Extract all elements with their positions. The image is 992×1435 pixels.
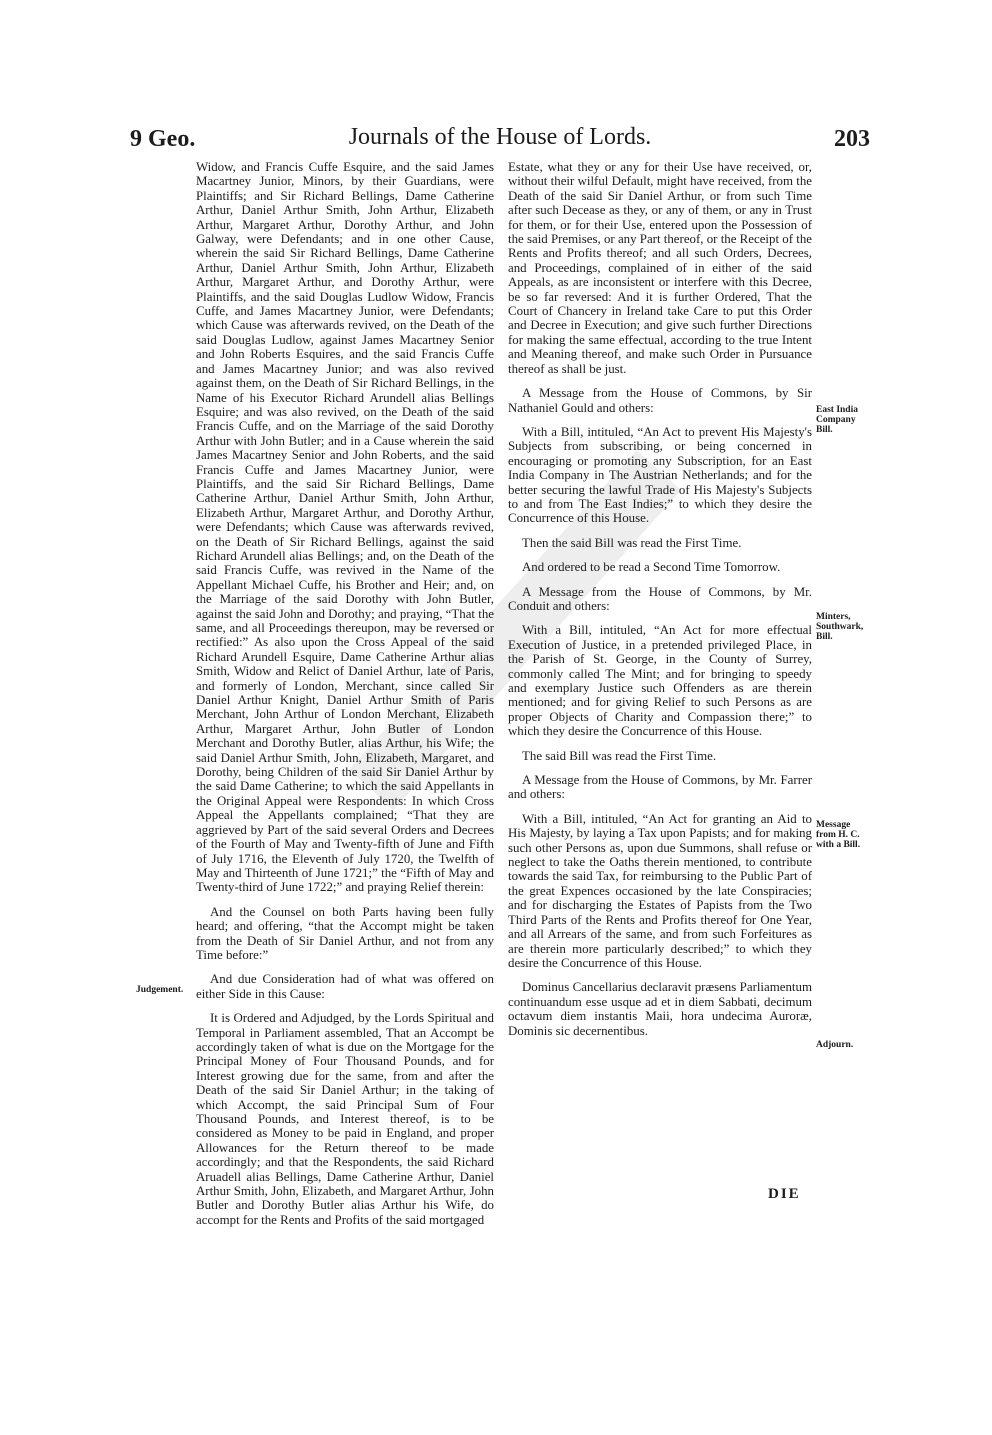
- regnal-year: 9 Geo.: [130, 126, 196, 152]
- margin-note-adjourn: Adjourn.: [816, 1040, 854, 1050]
- counsel-paragraph: And the Counsel on both Parts having been fully heard; and offering, “that the Accompt might be taken from the Death of Sir Daniel Arthur, and not from any Time before:”: [196, 904, 494, 962]
- second-reading-order: And ordered to be read a Second Time Tomorrow.: [522, 560, 781, 575]
- judgement-paragraph: It is Ordered and Adjudged, by the Lords Spiritual and Temporal in Parliament assembled, That an Accompt be accordingly taken of what is due on the Mortgage for the Principal Money of Four Thousand Pounds, and for Interest growing due for the same, from and after the Death of the said Sir Daniel Arthur; in the taking of which Accompt, the said Principal Sum of Four Thousand Pounds, and Interest thereof, is to be considered as Money to be paid in England, and proper Allowances for the Return thereof to be made accordingly; and that the Respondents, the said Richard Aruadell alias Bellings, Dame Catherine Arthur, Daniel Arthur Smith, John, Elizabeth, and Margaret Arthur, John Butler and Dorothy Butler alias Arthur his Wife, do accompt for the Rents and Profits of the said mortgaged: [196, 1011, 494, 1227]
- margin-note-east-india: East India Company Bill.: [816, 405, 858, 435]
- margin-note-message: Message from H. C. with a Bill.: [816, 820, 861, 850]
- message-farrer: A Message from the House of Commons, by Mr. Farrer and others:: [508, 773, 812, 802]
- papists-tax-bill: With a Bill, intituled, “An Act for granting an Aid to His Majesty, by laying a Tax upon Papists; and for making such other Persons as, upon due Summons, shall refuse or neglect to take the Oaths therein mentioned, to contribute towards the said Tax, for reimbursing to the Public Part of the great Expences occasioned by the late Conspiracies; and for discharging the Estates of Papists from the Two Third Parts of the Rents and Profits thereof for One Year, and all Arrears of the same, and from such Forfeitures as are therein more particularly described;” to which they desire the Concurrence of this House.: [508, 811, 812, 970]
- mint-bill: With a Bill, intituled, “An Act for more effectual Execution of Justice, in a pretended privileged Place, in the Parish of St. George, in the County of Surrey, commonly called The Mint; and for bringing to speedy and exemplary Justice such Offenders as are therein mentioned; and for giving Relief to such Persons as are proper Objects of Charity and Compassion there;” to which they desire the Concurrence of this House.: [508, 623, 812, 739]
- east-india-bill: With a Bill, intituled, “An Act to prevent His Majesty's Subjects from subscribing, or being concerned in encouraging or promoting any Subscription, for an East India Company in The Austrian Netherlands; and for the better securing the lawful Trade of His Majesty's Subjects to and from The East Indies;” to which they desire the Concurrence of this House.: [508, 424, 812, 526]
- first-reading: Then the said Bill was read the First Time.: [522, 535, 742, 550]
- adjournment-latin: Dominus Cancellarius declaravit præsens Parliamentum continuandum esse usque ad et in diem Sabbati, decimum octavum diem instantis Maii, hora undecima Auroræ, Dominis sic decernentibus.: [508, 980, 812, 1038]
- margin-note-judgement: Judgement.: [136, 985, 184, 995]
- appeal-paragraph: Widow, and Francis Cuffe Esquire, and the said James Macartney Junior, Minors, by their Guardians, were Plaintiffs; and Sir Richard Bellings, Dame Catherine Arthur, Daniel Arthur Smith, John Arthur, Elizabeth Arthur, Margaret Arthur, Dorothy Arthur, and John Galway, were Defendants; and in one other Cause, wherein the said Sir Richard Bellings, Dame Catherine Arthur, Daniel Arthur Smith, John Arthur, Elizabeth Arthur, Margaret Arthur, and Dorothy Arthur, were Plaintiffs, and the said Douglas Ludlow Widow, Francis Cuffe, and James Macartney Junior, were Defendants; which Cause was afterwards revived, on the Death of the said Douglas Ludlow, against James Macartney Senior and John Roberts Esquires, and the said Francis Cuffe and James Macartney Junior; and was also revived against them, on the Death of Sir Richard Bellings, in the Name of his Executor Richard Arundell alias Bellings Esquire; and was also revived, on the Death of the said Francis Cuffe, and on the Marriage of the said Dorothy Arthur with John Butler; and in a Cause wherein the said James Macartney Senior and John Roberts, and the said Francis Cuffe and James Macartney Junior, were Plaintiffs, and the said Sir Richard Bellings, Dame Catherine Arthur, Daniel Arthur Smith, John Arthur, Elizabeth Arthur, Margaret Arthur, and Dorothy Arthur, were Defendants; which Cause was afterwards revived, on the Death of Sir Richard Bellings, against the said Richard Arundell alias Bellings; and, on the Death of the said Francis Cuffe, was revived in the Name of the Appellant Michael Cuffe, his Brother and Heir; and, on the Marriage of the said Dorothy with John Butler, against the said John and Dorothy; and praying, “That the same, and all Proceedings thereupon, may be reversed or rectified:” As also upon the Cross Appeal of the said Richard Arundell Esquire, Dame Catherine Arthur alias Smith, Widow and Relict of Daniel Arthur, late of Paris, and formerly of London, Merchant, since called Sir Daniel Arthur Knight, Daniel Arthur Smith of Paris Merchant, John Arthur of London Merchant, Elizabeth Arthur, Margaret Arthur, John Butler of London Merchant and Dorothy Butler, alias Arthur, his Wife; the said Daniel Arthur Smith, John, Elizabeth, Margaret, and Dorothy, being Children of the said Sir Daniel Arthur by the said Dame Catherine; to which the said Appellants in the Original Appeal were Respondents: In which Cross Appeal the Appellants complained; “That they are aggrieved by Part of the said several Orders and Decrees of the Fourth of May and Twenty-fifth of June and Fifth of July 1716, the Eleventh of July 1720, the Twelfth of May and Thirteenth of June 1721;” the “Fifth of May and Twenty-third of June 1722;” and praying Relief therein:: [196, 160, 494, 895]
- first-reading-2: The said Bill was read the First Time.: [522, 748, 717, 763]
- decree-continuation: Estate, what they or any for their Use have received, or, without their wilful Default, might have received, from the Death of the said Sir Daniel Arthur, or from such Time after such Decease as they, or any of them, or any in Trust for them, or for their Use, entered upon the Possession of the said Premises, or any Part thereof, or the Receipt of the Rents and Profits thereof; and all such Orders, Decrees, and Proceedings, complained of in either of the said Appeals, as are inconsistent or interfere with this Decree, be so far reversed: And it is further Ordered, That the Court of Chancery in Ireland take Care to put this Order and Decree in Execution; and give such further Directions for making the same effectual, according to the true Intent and Meaning thereof, and make such Order in Pursuance thereof as shall be just.: [508, 160, 812, 376]
- left-column: [196, 160, 494, 1237]
- running-title: Journals of the House of Lords.: [348, 124, 652, 150]
- message-gould: A Message from the House of Commons, by Sir Nathaniel Gould and others:: [508, 386, 812, 415]
- page-header: [130, 118, 870, 160]
- catchword: DIE: [768, 1186, 801, 1202]
- margin-note-minters: Minters, Southwark, Bill.: [816, 612, 864, 642]
- page-number: 203: [834, 126, 870, 152]
- message-conduit: A Message from the House of Commons, by Mr. Conduit and others:: [508, 584, 812, 613]
- right-column: [508, 160, 812, 1048]
- consideration-paragraph: And due Consideration had of what was offered on either Side in this Cause:: [196, 972, 494, 1001]
